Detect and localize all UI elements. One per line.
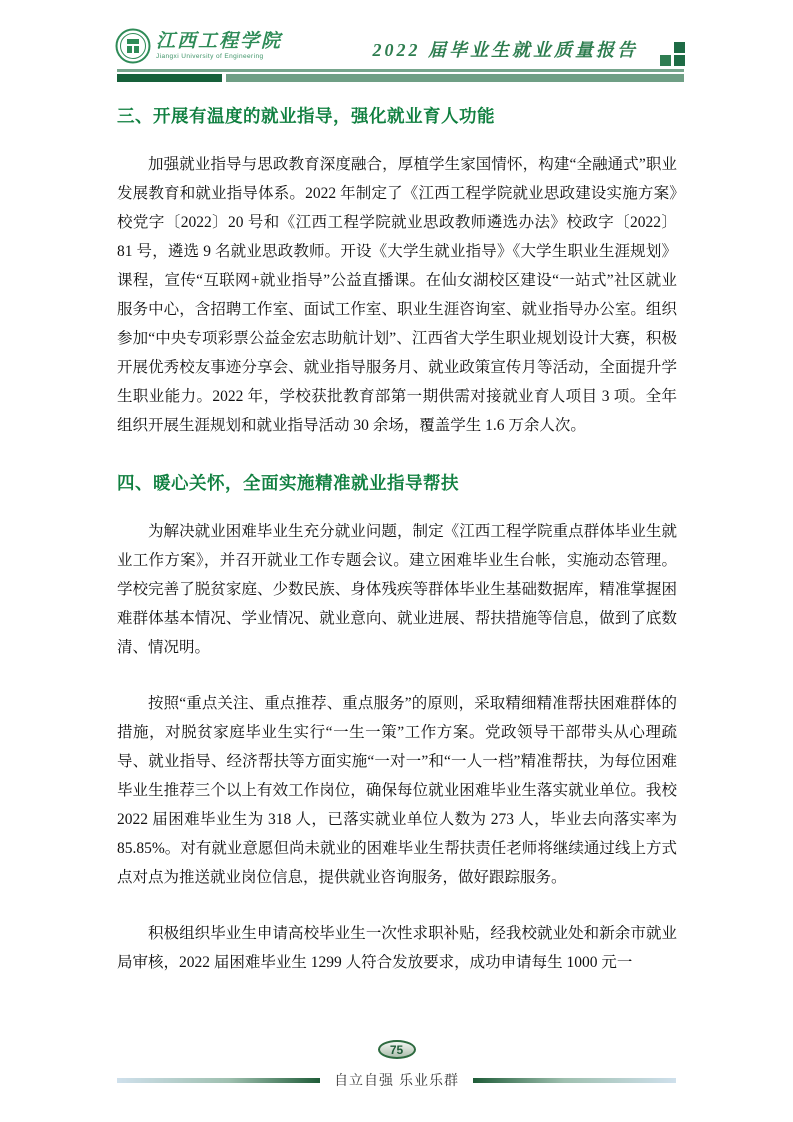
- university-logo-text: [156, 32, 282, 61]
- section-heading-3: 三、开展有温度的就业指导，强化就业育人功能: [117, 106, 495, 126]
- footer-tagline: 自立自强 乐业乐群: [334, 1072, 459, 1088]
- university-name-en: Jiangxi University of Engineering: [156, 52, 264, 60]
- header-deco-squares: [660, 42, 685, 67]
- footer-bar-left: [117, 1078, 320, 1083]
- section-heading-4: 四、暖心关怀，全面实施精准就业指导帮扶: [117, 473, 459, 493]
- page-body: [117, 103, 677, 977]
- paragraph: 加强就业指导与思政教育深度融合，厚植学生家国情怀，构建“全融通式”职业发展教育和就业指导体系。2022 年制定了《江西工程学院就业思政建设实施方案》校党字〔2022〕20 号和《江西工程学院就业思政教师遴选办法》校政字〔2022〕81 号，遴选 9 名就业思政教师。开设《大学生就业指导》《大学生职业生涯规划》课程，宣传“互联网+就业指导”公益直播课。在仙女湖校区建设“一站式”社区就业服务中心，含招聘工作室、面试工作室、职业生涯咨询室、就业指导办公室。组织参加“中央专项彩票公益金宏志助航计划”、江西省大学生职业规划设计大赛，积极开展优秀校友事迹分享会、就业指导服务月、就业政策宣传月等活动，全面提升学生职业能力。2022 年，学校获批教育部第一期供需对接就业育人项目 3 项。全年组织开展生涯规划和就业指导活动 30 余场，覆盖学生 1.6 万余人次。: [117, 156, 677, 434]
- university-seal-icon: [115, 28, 151, 64]
- report-title: 2022 届毕业生就业质量报告: [372, 40, 638, 60]
- footer-rule: [117, 1070, 676, 1090]
- university-name-zh: 江西工程学院: [156, 30, 283, 52]
- header-bar-dark: [117, 74, 222, 82]
- paragraph: 积极组织毕业生申请高校毕业生一次性求职补贴，经我校就业处和新余市就业局审核，2022 届困难毕业生 1299 人符合发放要求，成功申请每生 1000 元一: [117, 925, 677, 971]
- paragraph: 为解决就业困难毕业生充分就业问题，制定《江西工程学院重点群体毕业生就业工作方案》，并召开就业工作专题会议。建立困难毕业生台帐，实施动态管理。学校完善了脱贫家庭、少数民族、身体残疾等群体毕业生基础数据库，精准掌握困难群体基本情况、学业情况、就业意向、就业进展、帮扶措施等信息，做到了底数清、情况明。: [117, 523, 677, 656]
- footer-bar-right: [473, 1078, 676, 1083]
- header-bar-light: [226, 74, 684, 82]
- header-thin-rule: [117, 69, 684, 72]
- deco-square-icon: [660, 55, 671, 66]
- deco-square-icon: [674, 42, 685, 53]
- university-logo: [115, 28, 282, 64]
- paragraph: 按照“重点关注、重点推荐、重点服务”的原则，采取精细精准帮扶困难群体的措施，对脱贫家庭毕业生实行“一生一策”工作方案。党政领导干部带头从心理疏导、就业指导、经济帮扶等方面实施“一对一”和“一人一档”精准帮扶，为每位困难毕业生推荐三个以上有效工作岗位，确保每位就业困难毕业生落实就业单位。我校 2022 届困难毕业生为 318 人，已落实就业单位人数为 273 人，毕业去向落实率为 85.85%。对有就业意愿但尚未就业的困难毕业生帮扶责任老师将继续通过线上方式点对点为推送就业岗位信息，提供就业咨询服务，做好跟踪服务。: [117, 695, 677, 886]
- deco-square-icon: [674, 55, 685, 66]
- page-number: 75: [389, 1042, 404, 1057]
- page-number-badge: [378, 1040, 416, 1059]
